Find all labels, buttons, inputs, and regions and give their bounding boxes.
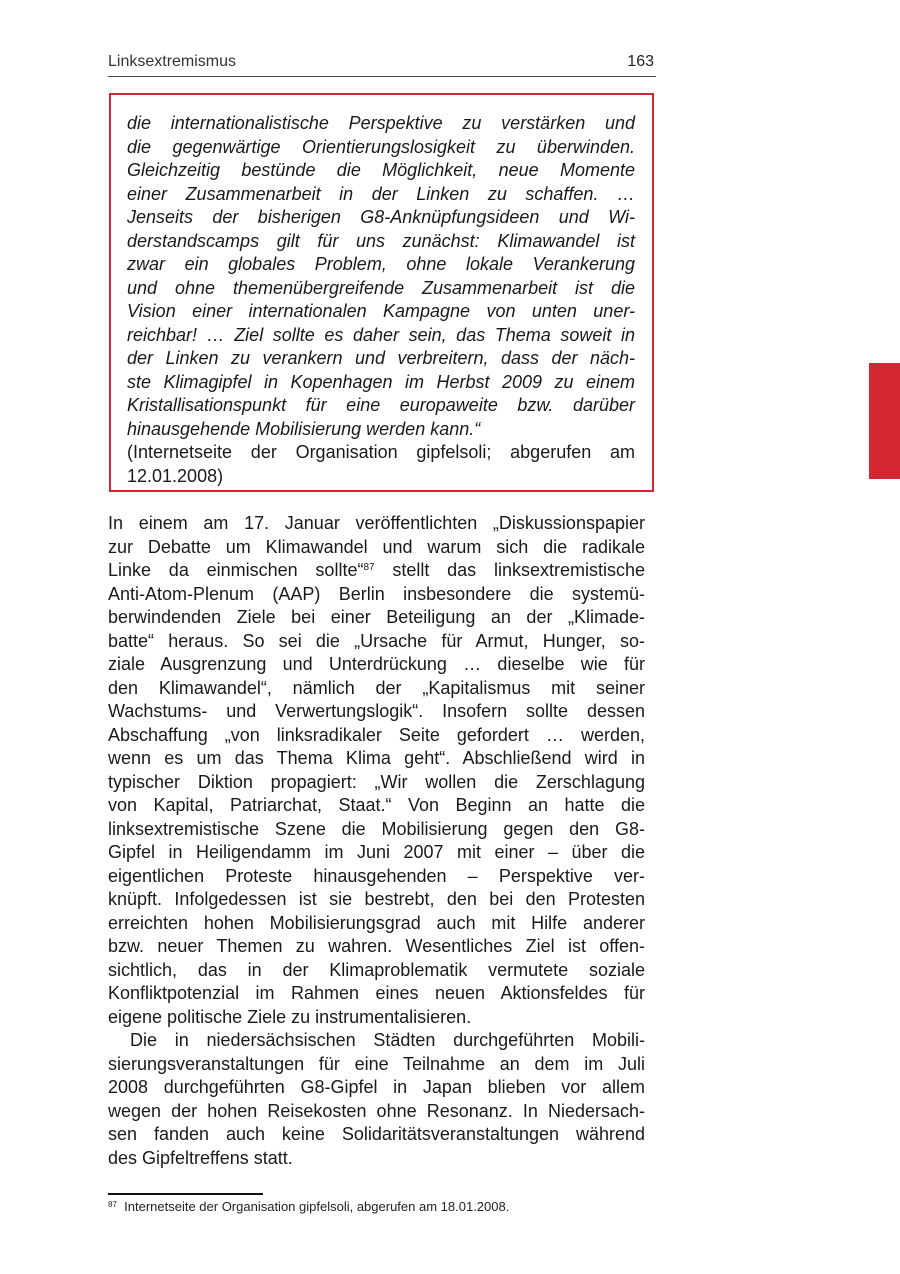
text-line: linksextremistische Szene die Mobilisierung gegen den G8- bbox=[108, 818, 645, 839]
running-header bbox=[108, 52, 656, 77]
text-line: Gleichzeitig bestünde die Möglichkeit, neue Momente bbox=[127, 160, 635, 180]
text-line: die gegenwärtige Orientierungslosigkeit zu überwinden. bbox=[127, 136, 635, 157]
text-line: reichbar! … Ziel sollte es daher sein, das Thema soweit in bbox=[127, 324, 635, 345]
text-line: zwar ein globales Problem, ohne lokale Verankerung bbox=[127, 254, 635, 274]
text-line bbox=[108, 559, 645, 583]
text-line: sierungsveranstaltungen für eine Teilnahme an dem im Juli bbox=[108, 1053, 645, 1074]
text-line: Konfliktpotenzial im Rahmen eines neuen Aktionsfeldes für bbox=[108, 983, 645, 1003]
quote-text bbox=[127, 112, 635, 488]
text-line: (Internetseite der Organisation gipfelsoli; abgerufen am bbox=[127, 442, 635, 462]
text-line: erreichten hohen Mobilisierungsgrad auch mit Hilfe anderer bbox=[108, 912, 645, 933]
text-line: In einem am 17. Januar veröffentlichten „Diskussionspapier bbox=[108, 513, 645, 533]
text-line: batte“ heraus. So sei die „Ursache für Armut, Hunger, so- bbox=[108, 630, 645, 651]
text-line: knüpft. Infolgedessen ist sie bestrebt, den bei den Protesten bbox=[108, 889, 645, 909]
footnote-rule bbox=[108, 1193, 263, 1195]
footnote-reference[interactable]: 87 bbox=[363, 562, 375, 573]
text-line: von Kapital, Patriarchat, Staat.“ Von Beginn an hatte die bbox=[108, 795, 645, 815]
text-line: des Gipfeltreffens statt. bbox=[108, 1147, 293, 1168]
text-line: sichtlich, das in der Klimaproblematik vermutete soziale bbox=[108, 959, 645, 980]
text-line: Wachstums- und Verwertungslogik“. Insofern sollte dessen bbox=[108, 701, 645, 721]
text-line: eigentlichen Proteste hinausgehenden – Perspektive ver- bbox=[108, 865, 645, 886]
text-line: ste Klimagipfel in Kopenhagen im Herbst 2009 zu einem bbox=[127, 371, 635, 392]
page-number: 163 bbox=[627, 53, 654, 70]
text-line: bzw. neuer Themen zu wahren. Wesentliches Ziel ist offen- bbox=[108, 936, 645, 956]
text-line: Abschaffung „von linksradikaler Seite gefordert … werden, bbox=[108, 724, 645, 745]
line-segment: stellt das linksextremistische bbox=[374, 560, 645, 580]
chapter-title: Linksextremismus bbox=[108, 53, 237, 70]
text-line: berwindenden Ziele bei einer Beteiligung an der „Klimade- bbox=[108, 607, 645, 627]
text-line: Gipfel in Heiligendamm im Juni 2007 mit einer – über die bbox=[108, 842, 645, 862]
chapter-tab-marker bbox=[869, 363, 900, 479]
text-line: hinausgehende Mobilisierung werden kann.“ bbox=[127, 418, 481, 439]
text-line: den Klimawandel“, nämlich der „Kapitalismus mit seiner bbox=[108, 677, 645, 698]
text-line: Kristallisationspunkt für eine europaweite bzw. darüber bbox=[127, 395, 635, 415]
text-line: Die in niedersächsischen Städten durchgeführten Mobili- bbox=[130, 1030, 645, 1050]
text-line: eigene politische Ziele zu instrumentalisieren. bbox=[108, 1006, 472, 1027]
text-line: zur Debatte um Klimawandel und warum sich die radikale bbox=[108, 536, 645, 557]
text-line: und ohne themenübergreifende Zusammenarbeit ist die bbox=[127, 277, 635, 298]
footnote-number: 87 bbox=[108, 1200, 117, 1209]
text-line: ziale Ausgrenzung und Unterdrückung … dieselbe wie für bbox=[108, 654, 645, 674]
text-line: der Linken zu verankern und verbreitern, dass der näch- bbox=[127, 348, 635, 368]
text-line: Anti-Atom-Plenum (AAP) Berlin insbesondere die systemü- bbox=[108, 583, 645, 604]
text-line: Vision einer internationalen Kampagne von unten uner- bbox=[127, 301, 635, 321]
text-line: wegen der hohen Reisekosten ohne Resonanz. In Niedersach- bbox=[108, 1100, 645, 1121]
text-line: derstandscamps gilt für uns zunächst: Klimawandel ist bbox=[127, 230, 635, 251]
text-line: wenn es um das Thema Klima geht“. Abschließend wird in bbox=[108, 748, 645, 768]
footnote-text: Internetseite der Organisation gipfelsoli, abgerufen am 18.01.2008. bbox=[124, 1199, 510, 1214]
line-segment: Linke da einmischen sollte“ bbox=[108, 560, 364, 580]
body-text bbox=[108, 512, 645, 1170]
footnote bbox=[108, 1199, 509, 1214]
text-line: typischer Diktion propagiert: „Wir wollen die Zerschlagung bbox=[108, 771, 645, 792]
text-line: Jenseits der bisherigen G8-Anknüpfungsideen und Wi- bbox=[127, 207, 635, 227]
text-line: sen fanden auch keine Solidaritätsveranstaltungen während bbox=[108, 1124, 645, 1144]
text-line: 2008 durchgeführten G8-Gipfel in Japan blieben vor allem bbox=[108, 1077, 645, 1097]
text-line: 12.01.2008) bbox=[127, 465, 224, 486]
text-line: die internationalistische Perspektive zu verstärken und bbox=[127, 113, 635, 133]
text-line: einer Zusammenarbeit in der Linken zu schaffen. … bbox=[127, 183, 635, 204]
